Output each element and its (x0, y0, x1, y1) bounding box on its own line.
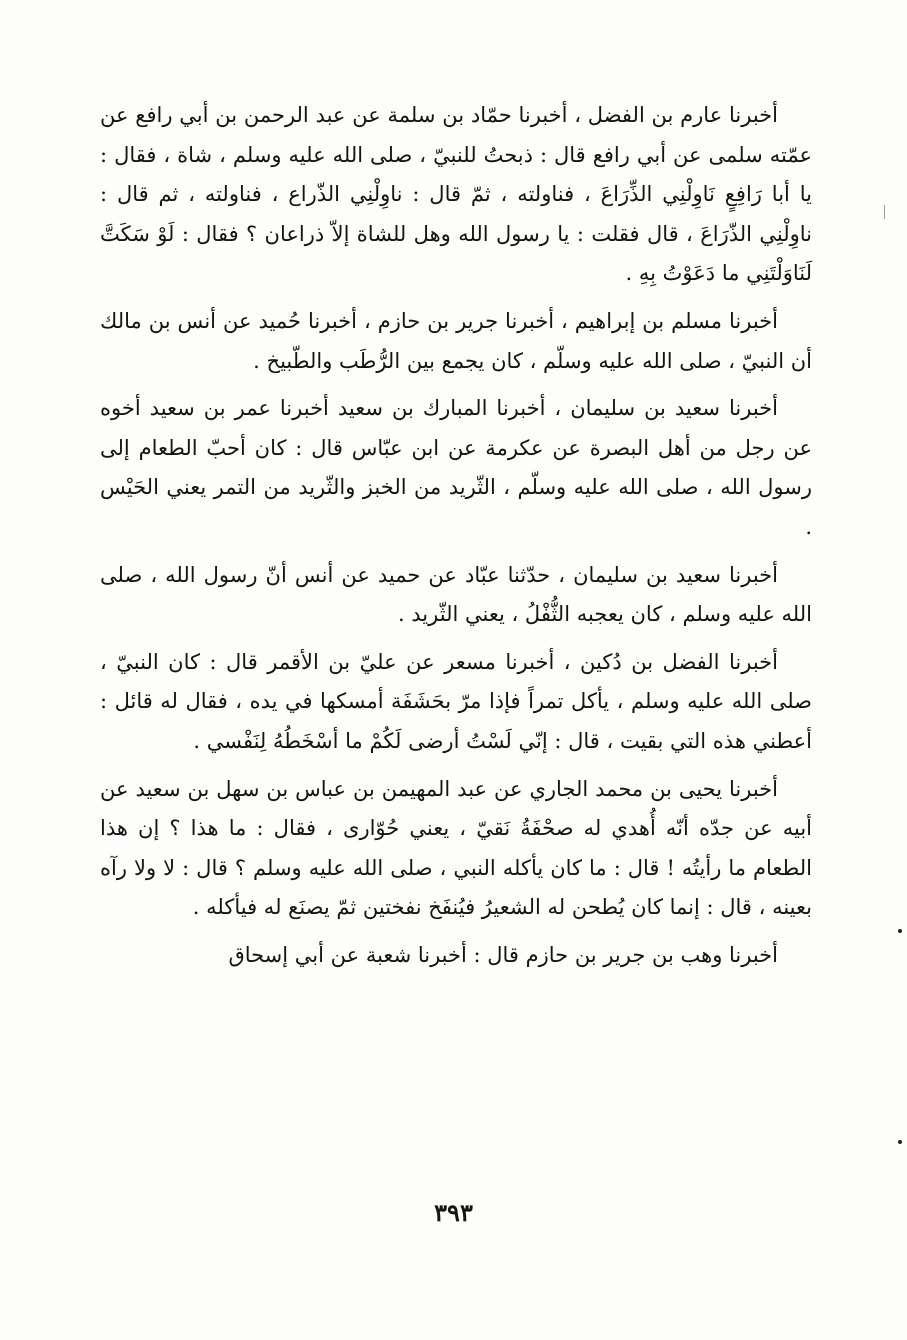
paragraph-4: أخبرنا سعيد بن سليمان ، حدّثنا عبّاد عن حميد عن أنس أنّ رسول الله ، صلى الله عليه وسلم ، كان يعجبه الثُّفْلُ ، يعني الثّريد . (100, 562, 812, 627)
paragraph-7: أخبرنا وهب بن جرير بن حازم قال : أخبرنا شعبة عن أبي إسحاق (228, 942, 778, 967)
body-text (100, 96, 812, 975)
paragraph-6: أخبرنا يحيى بن محمد الجاري عن عبد المهيمن بن عباس بن سهل بن سعيد عن أبيه عن جدّه أنّه أُهدي له صحْفَةُ نَقيّ ، يعني حُوّارى ، فقال : ما هذا ؟ إن هذا الطعام ما رأيتُه ! قال : ما كان يأكله النبي ، صلى الله عليه وسلم ؟ قال : لا ولا رآه بعينه ، قال : إنما كان يُطحن له الشعيرُ فيُنفَخ نفختين ثمّ يصنَع له فيأكله . (100, 776, 812, 920)
paragraph-3: أخبرنا سعيد بن سليمان ، أخبرنا المبارك بن سعيد أخبرنا عمر بن سعيد أخوه عن رجل من أهل البصرة عن عكرمة عن ابن عبّاس قال : كان أحبّ الطعام إلى رسول الله ، صلى الله عليه وسلّم ، الثّريد من الخبز والثّريد من التمر يعني الحَيْس . (100, 396, 812, 539)
paragraph-1: أخبرنا عارم بن الفضل ، أخبرنا حمّاد بن سلمة عن عبد الرحمن بن أبي رافع عن عمّته سلمى عن أبي رافع قال : ذبحتُ للنبيّ ، صلى الله عليه وسلم ، شاة ، فقال : يا أبا رَافِعٍ نَاوِلْنِي الذِّرَاعَ ، فناولته ، ثمّ قال : ناوِلْنِي الذّراع ، فناولته ، ثم قال : ناوِلْنِي الذّرَاعَ ، قال فقلت : يا رسول الله وهل للشاة إلاّ ذراعان ؟ فقال : لَوْ سَكَتَّ لَنَاوَلْتَنِي ما دَعَوْتُ بِهِ . (100, 103, 812, 286)
scan-speck (898, 929, 902, 933)
page-number: ٣٩٣ (434, 1198, 473, 1227)
scan-speck (898, 1140, 902, 1144)
scan-mark (884, 205, 885, 219)
paragraph-2: أخبرنا مسلم بن إبراهيم ، أخبرنا جرير بن حازم ، أخبرنا حُميد عن أنس بن مالك أن النبيّ ، صلى الله عليه وسلّم ، كان يجمع بين الرُّطَب والطّبيخ . (100, 308, 812, 373)
paragraph-5: أخبرنا الفضل بن دُكين ، أخبرنا مسعر عن عليّ بن الأقمر قال : كان النبيّ ، صلى الله عليه وسلم ، يأكل تمراً فإذا مرّ بحَشَفَة أمسكها في يده ، فقال له قائل : أعطني هذه التي بقيت ، قال : إنّي لَسْتُ أرضى لَكُمْ ما أسْخَطُهُ لِنَفْسي . (100, 649, 812, 753)
